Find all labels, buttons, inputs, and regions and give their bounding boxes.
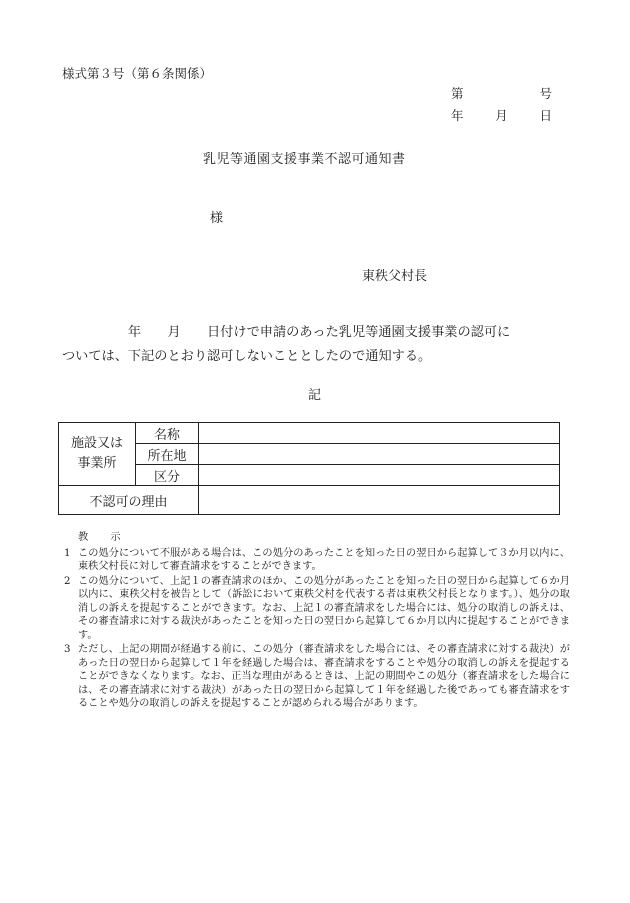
date-row — [451, 106, 552, 128]
notice-body — [62, 321, 567, 369]
facility-group-label-line: 施設又は — [70, 436, 123, 451]
note-number: 2 — [64, 575, 71, 587]
instruction-notes — [64, 531, 570, 712]
reason-label: 不認可の理由 — [59, 486, 199, 515]
form-number: 様式第３号（第６条関係） — [62, 66, 213, 81]
category-label: 区分 — [136, 465, 199, 486]
name-label: 名称 — [136, 423, 199, 444]
facility-info-table — [58, 422, 560, 515]
note-text: この処分について不服がある場合は、この処分のあったことを知った日の翌日から起算して３か月以内に、東秩父村長に対して審査請求をすることができます。 — [78, 547, 570, 572]
date-year: 年 — [451, 108, 464, 123]
name-value-cell — [199, 423, 560, 444]
doc-number-suffix: 号 — [539, 86, 552, 101]
note-number: 1 — [64, 547, 71, 559]
date-month: 月 — [495, 108, 508, 123]
category-value-cell — [199, 465, 560, 486]
address-label: 所在地 — [136, 444, 199, 465]
ki-marker: 記 — [308, 388, 322, 403]
notice-body-line: ついては、下記のとおり認可しないこととしたので通知する。 — [62, 349, 432, 364]
note-text: ただし、上記の期間が経過する前に、この処分（審査請求をした場合には、その審査請求に対する裁決）があった日の翌日から起算して１年を経過した場合は、審査請求をすることや処分の取消しの訴えを提起することができなくなります。なお、正当な理由があるときは、上記の期間やこの処分（審査請求をした場合には、その審査請求に対する裁決）があった日の翌日から起算して１年を経過した後であっても審査請求をすることや処分の取消しの訴えを提起することが認められる場合があります。 — [78, 644, 570, 709]
note-item — [64, 547, 570, 574]
reason-value-cell — [199, 486, 560, 515]
note-item — [64, 575, 570, 643]
note-text: この処分について、上記１の審査請求のほか、この処分があったことを知った日の翌日から起算して６か月以内に、東秩父村を被告として（訴訟において東秩父村を代表する者は東秩父村長となります。）、処分の取消しの訴えを提起することができます。なお、上記１の審査請求をした場合には、処分の取消しの訴えは、その審査請求に対する裁決があったことを知った日の翌日から起算して６か月以内に提起することができます。 — [78, 575, 570, 641]
address-value-cell — [199, 444, 560, 465]
document-number-row — [451, 84, 552, 106]
date-day: 日 — [539, 108, 552, 123]
notice-body-line: 年 月 日付けで申請のあった乳児等通園支援事業の認可に — [62, 325, 511, 340]
document-number-block — [451, 84, 552, 128]
notes-heading: 教 示 — [78, 532, 127, 543]
note-item — [64, 643, 570, 711]
facility-group-label-line: 事業所 — [77, 456, 117, 471]
addressee-suffix: 様 — [210, 211, 224, 226]
sender-name: 東秩父村長 — [362, 269, 428, 284]
doc-number-prefix: 第 — [451, 86, 464, 101]
document-title: 乳児等通園支援事業不認可通知書 — [203, 152, 406, 167]
note-number: 3 — [64, 644, 71, 655]
facility-group-label — [59, 423, 136, 486]
